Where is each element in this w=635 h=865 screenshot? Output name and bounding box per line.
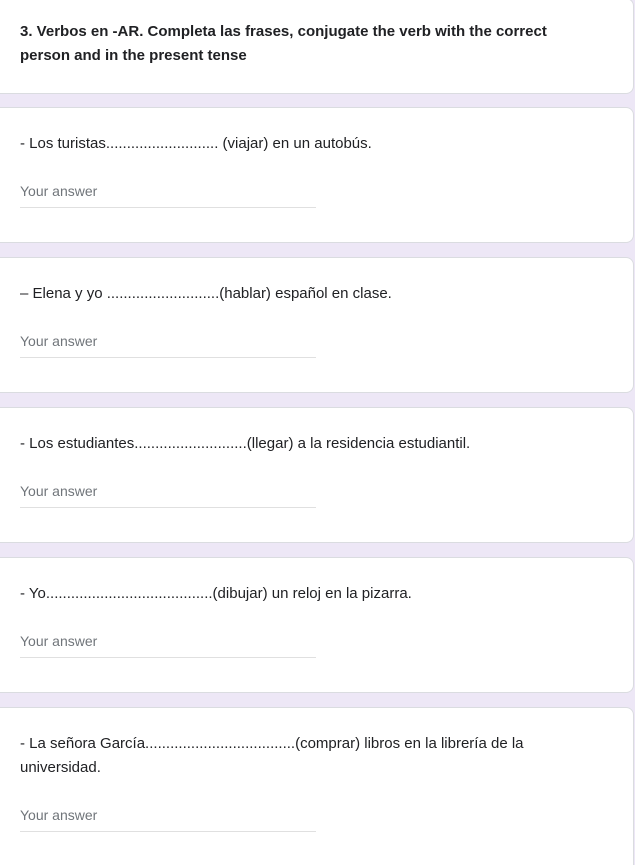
section-header-card <box>0 0 634 94</box>
answer-input[interactable] <box>20 331 316 358</box>
question-card <box>0 407 634 543</box>
question-text: - Yo........................................(dibujar) un reloj en la pizarra. <box>20 585 412 602</box>
question-text: - Los estudiantes...........................(llegar) a la residencia estudiantil. <box>20 435 471 452</box>
question-text: - Los turistas........................... (viajar) en un autobús. <box>20 135 372 152</box>
answer-input[interactable] <box>20 631 316 658</box>
question-card <box>0 257 634 393</box>
question-text: – Elena y yo ...........................(hablar) español en clase. <box>20 285 392 302</box>
answer-input[interactable] <box>20 481 316 508</box>
question-card <box>0 707 634 865</box>
section-title: 3. Verbos en -AR. Completa las frases, conjugate the verb with the correct person and in the present tense <box>20 23 547 64</box>
answer-input[interactable] <box>20 181 316 208</box>
question-card <box>0 557 634 693</box>
question-text: - La señora García....................................(comprar) libros en la librería de la universidad. <box>20 735 524 776</box>
question-card <box>0 107 634 243</box>
answer-input[interactable] <box>20 805 316 832</box>
